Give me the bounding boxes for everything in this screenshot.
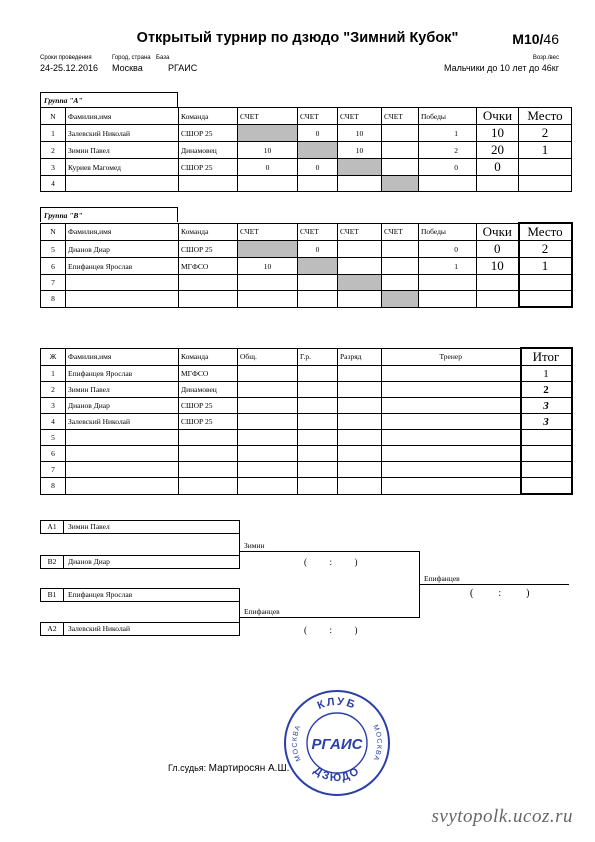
seed-label: В1 <box>41 589 64 601</box>
score-cell <box>238 176 298 192</box>
rank-cell <box>338 366 382 382</box>
table-row <box>41 446 572 462</box>
bracket-line <box>239 551 419 552</box>
svg-text:МОСКВА <box>371 724 382 762</box>
athlete-name <box>66 275 179 291</box>
score-cell: 0 <box>298 159 338 176</box>
society-cell <box>238 398 298 414</box>
col-rank: Разряд <box>338 348 382 366</box>
points-cell: 10 <box>477 258 519 275</box>
watermark-url: svytopolk.ucoz.ru <box>431 806 573 827</box>
col-n: N <box>41 108 66 125</box>
col-birth-year: Г.р. <box>298 348 338 366</box>
semi1-winner: Зимин <box>244 541 265 550</box>
score-cell: 10 <box>238 258 298 275</box>
score-cell: 0 <box>238 159 298 176</box>
birth-year-cell <box>298 446 338 462</box>
society-cell <box>238 446 298 462</box>
score-cell <box>338 258 382 275</box>
athlete-name <box>66 462 179 478</box>
seed-name: Епифанцев Ярослав <box>68 590 133 599</box>
row-number: 2 <box>41 382 66 398</box>
semi2-score: ( : ) <box>304 625 358 635</box>
col-n: Ж <box>41 348 66 366</box>
table-row <box>41 366 572 382</box>
place-cell <box>519 291 572 308</box>
col-team: Команда <box>179 108 238 125</box>
score-cell <box>238 241 298 258</box>
result-cell: 3 <box>521 414 572 430</box>
group-b-header: Группа "В" <box>40 207 178 222</box>
points-cell <box>477 291 519 308</box>
score-cell <box>382 258 419 275</box>
col-score-4: СЧЕТ <box>382 108 419 125</box>
society-cell <box>238 462 298 478</box>
society-cell <box>238 414 298 430</box>
result-cell: 2 <box>521 382 572 398</box>
wins-cell <box>419 176 477 192</box>
seed-name: Дианов Диар <box>68 557 110 566</box>
final-score: ( : ) <box>470 588 530 599</box>
col-points: Очки <box>477 223 519 241</box>
bracket-line <box>239 595 240 629</box>
coach-cell <box>382 414 521 430</box>
coach-cell <box>382 446 521 462</box>
points-cell <box>477 176 519 192</box>
wins-cell: 1 <box>419 125 477 142</box>
stamp-bottom-text: ДЗЮДО <box>311 764 363 785</box>
wins-cell: 0 <box>419 159 477 176</box>
table-row <box>41 241 572 258</box>
age-weight-value: Мальчики до 10 лет до 46кг <box>444 63 559 73</box>
rank-cell <box>338 414 382 430</box>
table-row <box>41 398 572 414</box>
place-cell: 1 <box>519 142 572 159</box>
athlete-name <box>66 291 179 308</box>
col-coach: Тренер <box>382 348 521 366</box>
col-score-2: СЧЕТ <box>298 223 338 241</box>
bracket-line <box>419 584 569 585</box>
score-cell: 10 <box>338 125 382 142</box>
table-row <box>41 291 572 308</box>
seed-label: А2 <box>41 623 64 635</box>
club-stamp-seal <box>282 688 392 798</box>
col-wins: Победы <box>419 223 477 241</box>
score-cell <box>238 275 298 291</box>
row-number: 3 <box>41 159 66 176</box>
col-place: Место <box>519 108 572 125</box>
athlete-team: СШОР 25 <box>179 159 238 176</box>
wins-cell: 0 <box>419 241 477 258</box>
athlete-team <box>179 176 238 192</box>
group-b-header-row <box>41 223 572 241</box>
judge-label: Гл.судья: <box>168 763 207 773</box>
society-cell <box>238 430 298 446</box>
bracket-line <box>239 527 240 562</box>
wins-cell: 2 <box>419 142 477 159</box>
table-row <box>41 176 572 192</box>
points-cell: 10 <box>477 125 519 142</box>
category-main: М10/ <box>512 31 544 47</box>
athlete-team <box>179 478 238 495</box>
result-cell <box>521 446 572 462</box>
score-cell <box>238 125 298 142</box>
final-winner: Епифанцев <box>424 574 460 583</box>
athlete-team: СШОР 25 <box>179 241 238 258</box>
result-cell: 3 <box>521 398 572 414</box>
birth-year-cell <box>298 414 338 430</box>
athlete-name <box>66 446 179 462</box>
group-a-header: Группа "А" <box>40 92 178 107</box>
athlete-name: Залевский Николай <box>66 414 179 430</box>
row-number: 7 <box>41 462 66 478</box>
athlete-team <box>179 462 238 478</box>
row-number: 1 <box>41 125 66 142</box>
event-dates: 24-25.12.2016 <box>40 63 99 73</box>
place-cell: 2 <box>519 125 572 142</box>
rank-cell <box>338 382 382 398</box>
score-cell <box>298 142 338 159</box>
place-cell <box>519 176 572 192</box>
row-number: 6 <box>41 446 66 462</box>
col-points: Очки <box>477 108 519 125</box>
place-cell: 2 <box>519 241 572 258</box>
coach-cell <box>382 382 521 398</box>
athlete-team <box>179 430 238 446</box>
score-cell: 0 <box>298 125 338 142</box>
col-score-1: СЧЕТ <box>238 108 298 125</box>
score-cell <box>382 275 419 291</box>
athlete-name: Залевский Николай <box>66 125 179 142</box>
base-label: База <box>156 55 170 61</box>
birth-year-cell <box>298 398 338 414</box>
bracket-seed-a1 <box>40 520 240 534</box>
seed-label: В2 <box>41 556 64 568</box>
score-cell <box>298 258 338 275</box>
table-row <box>41 382 572 398</box>
society-cell <box>238 382 298 398</box>
seed-label: А1 <box>41 521 64 533</box>
coach-cell <box>382 398 521 414</box>
points-cell <box>477 275 519 291</box>
score-cell <box>338 159 382 176</box>
athlete-name: Епифанцев Ярослав <box>66 366 179 382</box>
col-wins: Победы <box>419 108 477 125</box>
wins-cell <box>419 291 477 308</box>
athlete-team: Динамовец <box>179 142 238 159</box>
row-number: 5 <box>41 430 66 446</box>
judge-name: Мартиросян А.Ш. <box>208 763 290 774</box>
final-standings-table <box>40 347 573 495</box>
seed-name: Залевский Николай <box>68 624 131 633</box>
place-cell: 1 <box>519 258 572 275</box>
athlete-name <box>66 430 179 446</box>
bracket-seed-a2 <box>40 622 240 636</box>
athlete-team: МГФСО <box>179 366 238 382</box>
society-cell <box>238 478 298 495</box>
row-number: 3 <box>41 398 66 414</box>
coach-cell <box>382 462 521 478</box>
athlete-team <box>179 446 238 462</box>
svg-text:КЛУБ <box>316 696 358 712</box>
col-score-4: СЧЕТ <box>382 223 419 241</box>
score-cell <box>382 159 419 176</box>
stamp-left-text: МОСКВА <box>291 723 303 763</box>
athlete-team: СШОР 25 <box>179 398 238 414</box>
col-n: N <box>41 223 66 241</box>
rank-cell <box>338 398 382 414</box>
col-result: Итог <box>521 348 572 366</box>
col-society: Общ. <box>238 348 298 366</box>
points-cell: 20 <box>477 142 519 159</box>
bracket-seed-b2 <box>40 555 240 569</box>
society-cell <box>238 366 298 382</box>
points-cell: 0 <box>477 159 519 176</box>
col-team: Команда <box>179 223 238 241</box>
score-cell <box>382 241 419 258</box>
col-score-1: СЧЕТ <box>238 223 298 241</box>
birth-year-cell <box>298 366 338 382</box>
table-row <box>41 414 572 430</box>
table-row <box>41 142 572 159</box>
bracket-line <box>239 617 419 618</box>
stamp-center-text: РГАИС <box>311 736 363 753</box>
athlete-team: МГФСО <box>179 258 238 275</box>
final-header-row <box>41 348 572 366</box>
svg-text:МОСКВА <box>292 724 303 762</box>
stamp-top-text: КЛУБ <box>315 695 359 713</box>
row-number: 2 <box>41 142 66 159</box>
score-cell: 0 <box>298 241 338 258</box>
event-base: РГАИС <box>168 63 198 73</box>
wins-cell <box>419 275 477 291</box>
athlete-team <box>179 275 238 291</box>
score-cell <box>338 241 382 258</box>
bracket-seed-b1 <box>40 588 240 602</box>
col-name: Фамилия,имя <box>66 223 179 241</box>
city-label: Город, страна <box>112 55 151 61</box>
birth-year-cell <box>298 382 338 398</box>
row-number: 5 <box>41 241 66 258</box>
group-a-header-row <box>41 108 572 125</box>
score-cell: 10 <box>238 142 298 159</box>
score-cell <box>382 125 419 142</box>
birth-year-cell <box>298 430 338 446</box>
group-b-table <box>40 222 573 308</box>
score-cell <box>338 291 382 308</box>
table-row <box>41 125 572 142</box>
row-number: 4 <box>41 414 66 430</box>
score-cell <box>298 176 338 192</box>
score-cell <box>338 176 382 192</box>
col-team: Команда <box>179 348 238 366</box>
result-cell <box>521 430 572 446</box>
table-row <box>41 430 572 446</box>
wins-cell: 1 <box>419 258 477 275</box>
athlete-name: Зимин Павел <box>66 382 179 398</box>
dates-label: Сроки проведения <box>40 55 92 61</box>
row-number: 4 <box>41 176 66 192</box>
row-number: 8 <box>41 478 66 495</box>
athlete-name <box>66 176 179 192</box>
score-cell: 10 <box>338 142 382 159</box>
stamp-right-text: МОСКВА <box>371 723 383 763</box>
birth-year-cell <box>298 462 338 478</box>
age-weight-label: Возр./вес <box>532 55 559 61</box>
result-cell <box>521 478 572 495</box>
result-cell <box>521 462 572 478</box>
athlete-name: Епифанцев Ярослав <box>66 258 179 275</box>
semi2-winner: Епифанцев <box>244 607 280 616</box>
col-place: Место <box>519 223 572 241</box>
event-city: Москва <box>112 63 143 73</box>
score-cell <box>382 142 419 159</box>
athlete-name: Дианов Диар <box>66 241 179 258</box>
row-number: 6 <box>41 258 66 275</box>
table-row <box>41 159 572 176</box>
category-weight: 46 <box>543 31 559 47</box>
score-cell <box>382 291 419 308</box>
rank-cell <box>338 446 382 462</box>
score-cell <box>382 176 419 192</box>
page-title: Открытый турнир по дзюдо "Зимний Кубок" <box>136 30 459 46</box>
rank-cell <box>338 462 382 478</box>
row-number: 8 <box>41 291 66 308</box>
athlete-team <box>179 291 238 308</box>
semi1-score: ( : ) <box>304 557 358 567</box>
seed-name: Зимин Павел <box>68 522 110 531</box>
rank-cell <box>338 430 382 446</box>
score-cell <box>298 291 338 308</box>
chief-judge <box>168 763 289 774</box>
athlete-team: Динамовец <box>179 382 238 398</box>
athlete-name: Куриев Магомед <box>66 159 179 176</box>
athlete-team: СШОР 25 <box>179 414 238 430</box>
group-a-table <box>40 107 572 192</box>
table-row <box>41 462 572 478</box>
table-row <box>41 275 572 291</box>
athlete-team: СШОР 25 <box>179 125 238 142</box>
row-number: 1 <box>41 366 66 382</box>
table-row <box>41 478 572 495</box>
place-cell <box>519 275 572 291</box>
weight-category <box>512 31 559 47</box>
table-row <box>41 258 572 275</box>
score-cell <box>338 275 382 291</box>
athlete-name <box>66 478 179 495</box>
points-cell: 0 <box>477 241 519 258</box>
col-score-2: СЧЕТ <box>298 108 338 125</box>
athlete-name: Дианов Диар <box>66 398 179 414</box>
col-name: Фамилия,имя <box>66 348 179 366</box>
col-score-3: СЧЕТ <box>338 108 382 125</box>
athlete-name: Зимин Павел <box>66 142 179 159</box>
score-cell <box>298 275 338 291</box>
result-cell: 1 <box>521 366 572 382</box>
coach-cell <box>382 430 521 446</box>
coach-cell <box>382 366 521 382</box>
rank-cell <box>338 478 382 495</box>
place-cell <box>519 159 572 176</box>
score-cell <box>238 291 298 308</box>
col-score-3: СЧЕТ <box>338 223 382 241</box>
svg-text:ДЗЮДО <box>311 765 363 785</box>
birth-year-cell <box>298 478 338 495</box>
row-number: 7 <box>41 275 66 291</box>
col-name: Фамилия,имя <box>66 108 179 125</box>
coach-cell <box>382 478 521 495</box>
